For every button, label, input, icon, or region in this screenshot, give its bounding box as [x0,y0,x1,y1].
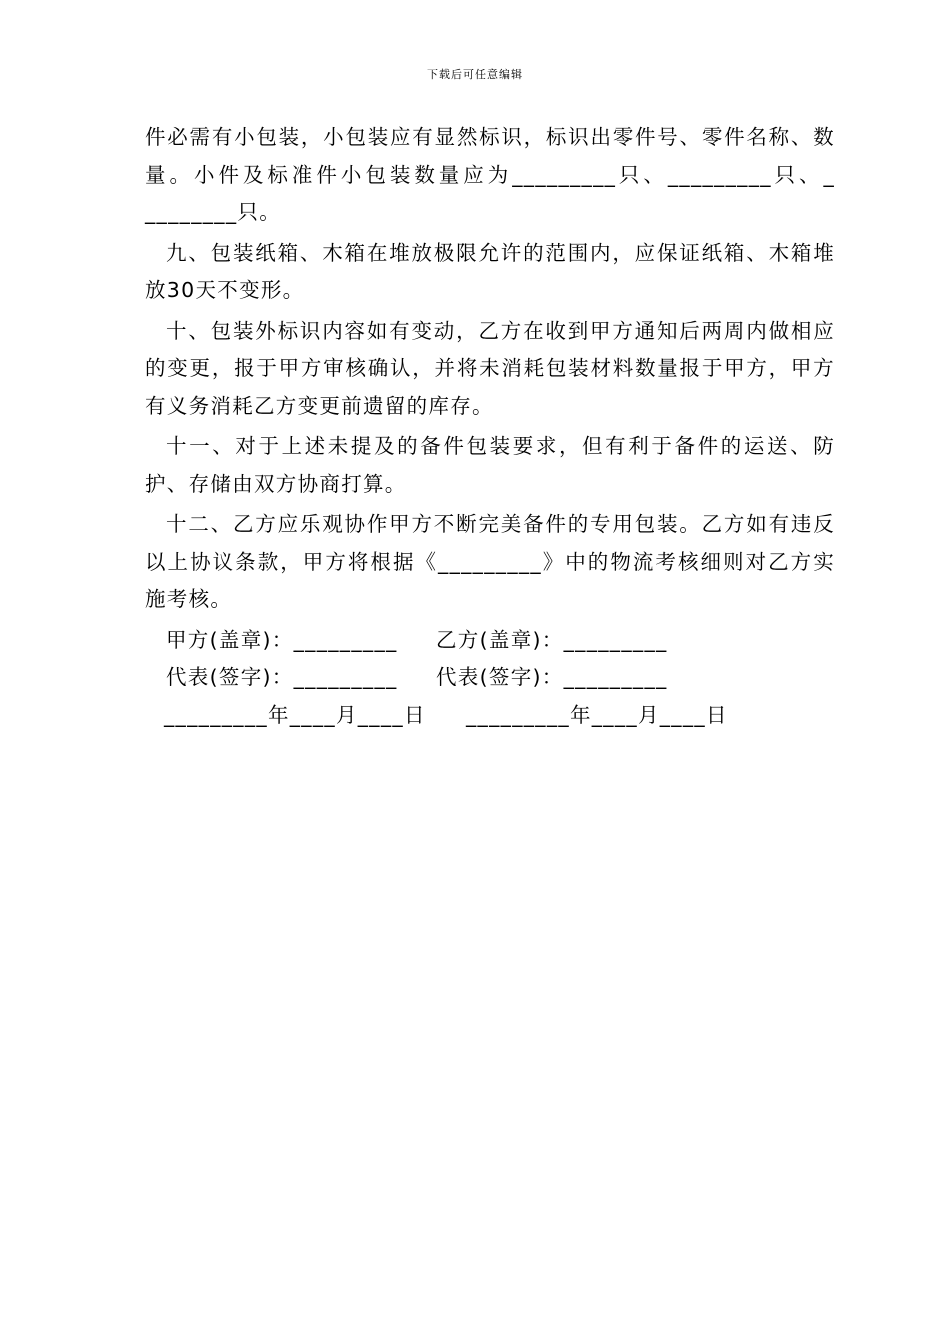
party-a-seal-field: 甲方(盖章)：_________ [166,627,398,652]
signature-row-seal [145,622,835,660]
party-b-representative-field: 代表(签字)：_________ [436,665,668,689]
paragraph-clause-8-continued: 件必需有小包装，小包装应有显然标识，标识出零件号、零件名称、数量。小件及标准件小包装数量应为_________只、_________只、_ ________只。 [145,125,835,224]
signature-row-representative [145,659,835,697]
signature-row-date [145,697,835,735]
paragraph-clause-9: 九、包装纸箱、木箱在堆放极限允许的范围内，应保证纸箱、木箱堆放30天不变形。 [145,240,835,302]
paragraph-clause-12: 十二、乙方应乐观协作甲方不断完美备件的专用包装。乙方如有违反以上协议条款，甲方将根据《_________》中的物流考核细则对乙方实施考核。 [145,512,835,611]
party-b-seal-field: 乙方(盖章)：_________ [436,627,668,652]
party-a-date-field: _________年____月____日 [164,702,426,727]
header-note: 下载后可任意编辑 [427,68,523,81]
paragraph-clause-10: 十、包装外标识内容如有变动，乙方在收到甲方通知后两周内做相应的变更，报于甲方审核确认，并将未消耗包装材料数量报于甲方，甲方有义务消耗乙方变更前遗留的库存。 [145,318,835,418]
party-a-representative-field: 代表(签字)：_________ [166,665,398,689]
paragraph-clause-11: 十一、对于上述未提及的备件包装要求，但有利于备件的运送、防护、存储由双方协商打算。 [145,434,835,496]
party-b-date-field: _________年____月____日 [466,702,728,727]
document-body [145,119,835,734]
